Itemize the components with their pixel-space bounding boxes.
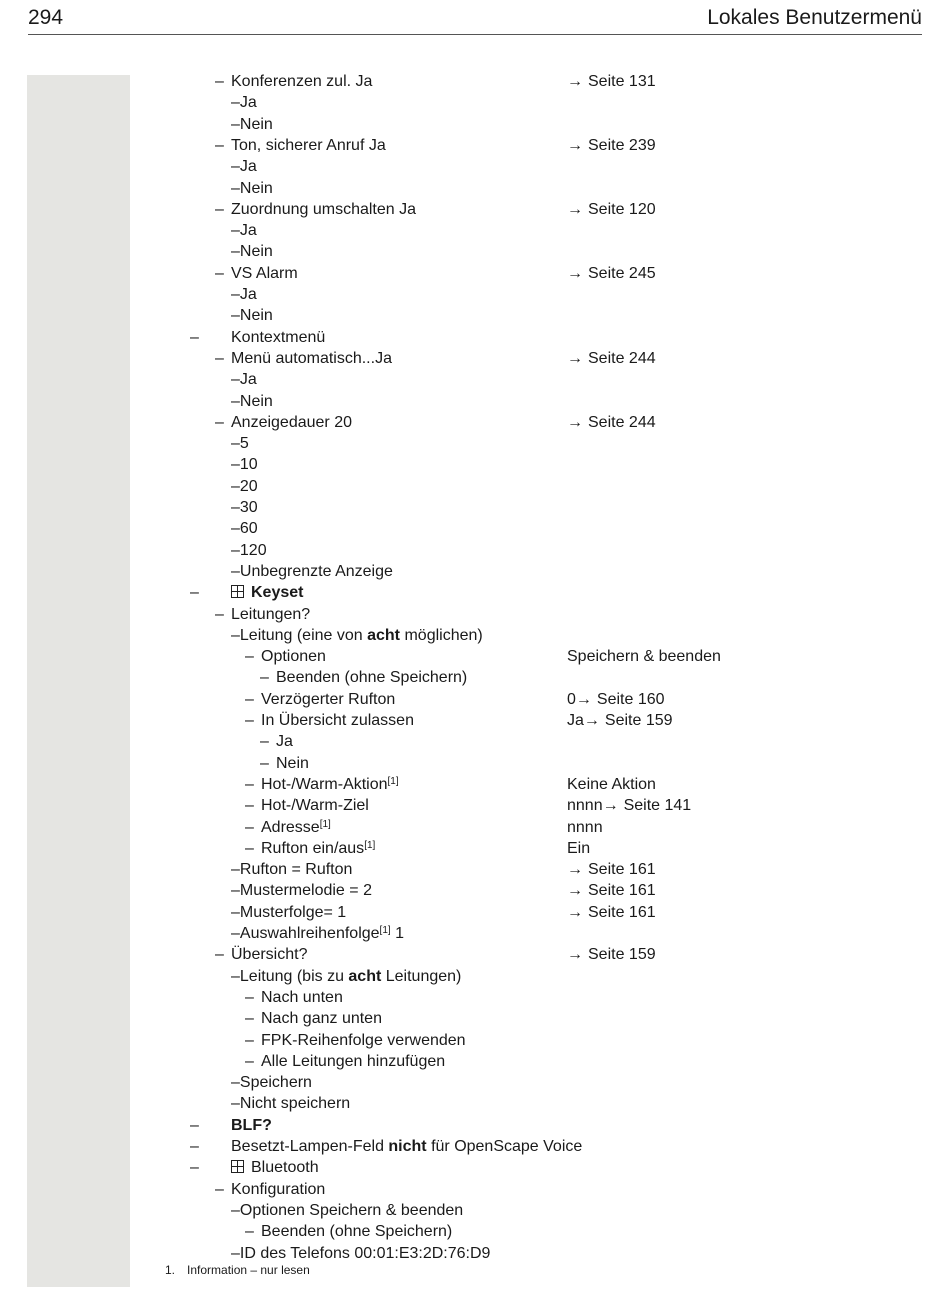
menu-line [0, 178, 950, 199]
menu-item-reference [567, 817, 603, 838]
menu-item-reference [567, 263, 656, 284]
menu-line [0, 667, 950, 688]
menu-item-label [261, 1221, 452, 1242]
menu-item-text: FPK-Reihenfolge verwenden [261, 1031, 466, 1049]
menu-dash: – [260, 754, 269, 772]
menu-item-label [231, 923, 404, 944]
menu-dash: – [215, 605, 224, 623]
reference-text: Seite 131 [588, 73, 656, 90]
arrow-right-icon: → [567, 200, 583, 218]
menu-item-text: –Optionen Speichern & beenden [231, 1201, 464, 1219]
menu-item-text: Menü automatisch...Ja [231, 349, 392, 367]
menu-line [0, 135, 950, 156]
arrow-right-icon: → [567, 861, 583, 879]
reference-text: Seite 244 [588, 349, 656, 367]
menu-line [0, 902, 950, 923]
reference-text: nnnn [567, 818, 603, 836]
menu-item-label [231, 582, 303, 603]
menu-item-label [276, 753, 309, 774]
menu-dash: – [245, 775, 254, 793]
menu-item-text-part: –Leitung (eine von [231, 626, 368, 644]
menu-item-label [231, 454, 258, 475]
menu-item-label [231, 327, 325, 348]
menu-item-label [231, 561, 393, 582]
menu-line [0, 1136, 950, 1157]
menu-item-reference [567, 689, 665, 710]
menu-item-label [261, 795, 369, 816]
menu-dash: – [215, 264, 224, 282]
menu-item-reference [567, 348, 656, 369]
menu-item-label [231, 1157, 319, 1178]
menu-item-label [231, 540, 267, 561]
menu-item-label [231, 199, 416, 220]
menu-item-text: Beenden (ohne Speichern) [261, 1223, 453, 1241]
menu-item-text-part: möglichen) [400, 626, 483, 644]
menu-item-label [231, 604, 310, 625]
menu-line [0, 987, 950, 1008]
menu-item-label [231, 1136, 582, 1157]
menu-line [0, 433, 950, 454]
menu-item-label [231, 1115, 272, 1136]
menu-item-text: Rufton ein/aus [261, 839, 365, 857]
arrow-right-icon: → [567, 264, 583, 282]
menu-item-label [231, 391, 273, 412]
menu-item-text: Zuordnung umschalten Ja [231, 200, 416, 218]
menu-item-reference [567, 944, 656, 965]
menu-item-reference [567, 71, 656, 92]
reference-text: Seite 244 [588, 413, 656, 431]
menu-line [0, 944, 950, 965]
menu-item-label [231, 1179, 325, 1200]
menu-item-label [231, 1200, 463, 1221]
menu-item-label [231, 902, 346, 923]
menu-item-label [231, 859, 352, 880]
menu-item-text: –Nein [231, 115, 273, 133]
menu-line [0, 710, 950, 731]
menu-line [0, 1008, 950, 1029]
reference-text: Seite 159 [604, 712, 673, 729]
menu-item-text: Ton, sicherer Anruf Ja [231, 136, 386, 154]
page-number: 294 [28, 6, 64, 29]
menu-item-label [261, 987, 343, 1008]
footnote-marker: [1] [364, 839, 376, 851]
menu-item-label [231, 1093, 350, 1114]
menu-line [0, 71, 950, 92]
menu-line [0, 518, 950, 539]
section-title: Lokales Benutzermenü [707, 6, 922, 29]
menu-item-label [231, 497, 258, 518]
menu-dash: – [260, 669, 269, 687]
menu-item-text: –Nicht speichern [231, 1095, 351, 1113]
menu-line [0, 1072, 950, 1093]
menu-dash: – [190, 584, 199, 602]
arrow-right-icon: → [567, 349, 583, 367]
plus-box-icon [231, 585, 244, 598]
menu-item-text: Keyset [251, 584, 304, 602]
menu-dash: – [190, 1138, 199, 1155]
reference-text: Seite 245 [588, 264, 656, 282]
menu-item-label [261, 1008, 382, 1029]
menu-item-label [276, 731, 293, 752]
menu-item-label [231, 476, 258, 497]
menu-line [0, 625, 950, 646]
menu-item-text: Leitungen? [231, 605, 311, 623]
menu-dash: – [215, 946, 224, 964]
menu-dash: – [190, 1159, 199, 1177]
menu-dash: – [245, 988, 254, 1006]
arrow-right-icon: → [575, 690, 592, 708]
menu-dash: – [215, 349, 224, 367]
reference-text: Seite 161 [588, 882, 656, 900]
menu-item-text: Beenden (ohne Speichern) [276, 669, 468, 687]
menu-dash: – [245, 1223, 254, 1241]
menu-item-text: –60 [231, 520, 258, 538]
menu-line [0, 540, 950, 561]
menu-item-label [261, 1051, 445, 1072]
menu-item-reference [567, 710, 673, 731]
menu-item-text: –Ja [231, 94, 257, 112]
menu-item-label [231, 92, 257, 113]
footnote-marker: [1] [387, 775, 399, 787]
menu-line [0, 327, 950, 348]
menu-item-label [231, 625, 483, 646]
menu-item-label [231, 135, 386, 156]
menu-line [0, 646, 950, 667]
reference-text: Seite 159 [588, 946, 656, 964]
menu-line [0, 284, 950, 305]
menu-item-text: Bluetooth [251, 1159, 319, 1177]
menu-item-reference [567, 774, 656, 795]
footnote [165, 1263, 310, 1277]
menu-line [0, 391, 950, 412]
menu-item-label [261, 710, 414, 731]
menu-dash: – [215, 413, 224, 431]
menu-item-label [261, 1030, 466, 1051]
menu-item-reference [567, 199, 656, 220]
menu-item-label [231, 263, 298, 284]
menu-item-text-part: acht [367, 626, 401, 644]
menu-dash: – [215, 136, 224, 154]
footnote-label: 1. [165, 1263, 176, 1277]
menu-line [0, 774, 950, 795]
menu-line [0, 561, 950, 582]
reference-text: Keine Aktion [567, 775, 656, 793]
menu-item-text: Verzögerter Rufton [261, 690, 396, 708]
arrow-right-icon: → [567, 946, 583, 964]
menu-line [0, 476, 950, 497]
menu-item-label [231, 71, 372, 92]
arrow-right-icon: → [567, 903, 583, 921]
menu-dash: – [245, 1031, 254, 1049]
menu-line [0, 1115, 950, 1136]
menu-item-text-part: Leitungen) [381, 967, 462, 985]
page-header [28, 6, 922, 35]
menu-item-label [231, 880, 372, 901]
menu-item-text: –Nein [231, 307, 273, 325]
menu-item-text: Ja [276, 733, 293, 751]
menu-dash: – [245, 648, 254, 666]
default-value: nnnn [567, 797, 603, 815]
menu-item-text: Hot-/Warm-Aktion [261, 775, 388, 793]
default-value: 0 [567, 690, 576, 708]
menu-item-reference [567, 795, 691, 816]
menu-line [0, 1200, 950, 1221]
menu-dash: – [245, 797, 254, 815]
menu-item-text: Nach ganz unten [261, 1010, 382, 1028]
menu-item-text: Konfiguration [231, 1180, 326, 1198]
menu-item-label [231, 348, 392, 369]
reference-text: Seite 161 [588, 903, 656, 921]
menu-item-text: –Nein [231, 243, 273, 261]
menu-line [0, 795, 950, 816]
menu-item-text-part: –Leitung (bis zu [231, 967, 349, 985]
menu-line [0, 1030, 950, 1051]
arrow-right-icon: → [567, 882, 583, 900]
menu-item-label [231, 220, 257, 241]
menu-line [0, 731, 950, 752]
menu-line [0, 880, 950, 901]
menu-line [0, 1179, 950, 1200]
menu-item-label [276, 667, 467, 688]
menu-item-text-part: für OpenScape Voice [426, 1138, 583, 1155]
menu-item-label [231, 156, 257, 177]
menu-dash: – [190, 1116, 199, 1134]
reference-text: Ein [567, 839, 591, 857]
menu-line [0, 1221, 950, 1242]
menu-line [0, 1157, 950, 1178]
menu-dash: – [245, 712, 254, 729]
menu-line [0, 263, 950, 284]
menu-item-reference [567, 412, 656, 433]
menu-item-reference [567, 859, 656, 880]
menu-item-label [231, 114, 273, 135]
reference-text: Seite 120 [588, 200, 656, 218]
menu-item-text: Konferenzen zul. Ja [231, 73, 373, 90]
menu-item-label [231, 433, 249, 454]
menu-line [0, 454, 950, 475]
menu-item-label [261, 817, 331, 838]
menu-item-text: –120 [231, 541, 267, 559]
menu-dash: – [215, 73, 224, 90]
menu-item-label [231, 1072, 312, 1093]
menu-item-text: Anzeigedauer 20 [231, 413, 352, 431]
reference-text: Seite 239 [588, 136, 656, 154]
menu-item-label [261, 689, 395, 710]
menu-item-text: –ID des Telefons 00:01:E3:2D:76:D9 [231, 1244, 491, 1262]
menu-item-text: –Mustermelodie = 2 [231, 882, 372, 900]
footnote-text: Information – nur lesen [187, 1263, 310, 1277]
reference-text: Seite 141 [623, 797, 692, 815]
menu-dash: – [245, 690, 254, 708]
menu-item-text: BLF? [231, 1116, 272, 1134]
menu-line [0, 817, 950, 838]
menu-item-text: –Auswahlreihenfolge [231, 925, 380, 942]
reference-text: Speichern & beenden [567, 648, 721, 666]
menu-line [0, 1093, 950, 1114]
menu-line [0, 497, 950, 518]
menu-line [0, 966, 950, 987]
menu-line [0, 1243, 950, 1264]
menu-item-reference [567, 880, 656, 901]
arrow-right-icon: → [567, 413, 583, 431]
menu-dash: – [190, 328, 199, 346]
menu-item-label [231, 369, 257, 390]
menu-item-text: –Ja [231, 371, 257, 389]
footnote-marker: [1] [319, 818, 331, 830]
menu-item-text: Nein [276, 754, 309, 772]
menu-item-text: –Ja [231, 222, 257, 240]
menu-item-text: –Ja [231, 158, 257, 176]
menu-line [0, 859, 950, 880]
menu-item-text: –30 [231, 499, 258, 516]
menu-item-label [231, 966, 461, 987]
menu-line [0, 92, 950, 113]
menu-item-text: –20 [231, 477, 258, 495]
arrow-right-icon: → [567, 73, 583, 90]
menu-item-text: Adresse [261, 818, 320, 836]
menu-line [0, 838, 950, 859]
menu-dash: – [245, 1052, 254, 1070]
menu-line [0, 753, 950, 774]
menu-line [0, 923, 950, 944]
menu-item-label [231, 305, 273, 326]
menu-item-label [231, 518, 258, 539]
menu-item-text: –Rufton = Rufton [231, 861, 353, 879]
menu-item-text: –Unbegrenzte Anzeige [231, 562, 393, 580]
menu-item-label [261, 774, 399, 795]
menu-item-text-part: acht [348, 967, 382, 985]
reference-text: Seite 161 [588, 861, 656, 879]
menu-item-label [231, 412, 352, 433]
menu-item-text: Optionen [261, 648, 326, 666]
menu-line [0, 305, 950, 326]
menu-item-text: Nach unten [261, 988, 343, 1006]
menu-dash: – [245, 1010, 254, 1028]
menu-line [0, 412, 950, 433]
menu-dash: – [245, 818, 254, 836]
menu-item-reference [567, 135, 656, 156]
menu-line [0, 689, 950, 710]
menu-item-text: VS Alarm [231, 264, 298, 282]
menu-item-reference [567, 838, 590, 859]
menu-line [0, 604, 950, 625]
menu-item-text: –Ja [231, 286, 257, 303]
menu-item-text: –Speichern [231, 1074, 312, 1092]
arrow-right-icon: → [583, 712, 600, 729]
menu-dash: – [260, 733, 269, 751]
menu-line [0, 582, 950, 603]
menu-line [0, 220, 950, 241]
menu-item-label [261, 838, 375, 859]
menu-item-text: –Nein [231, 392, 273, 410]
menu-item-label [261, 646, 326, 667]
menu-item-reference [567, 902, 656, 923]
menu-dash: – [215, 200, 224, 218]
menu-item-text: –Nein [231, 179, 273, 197]
arrow-right-icon: → [602, 797, 619, 815]
menu-item-text: Übersicht? [231, 946, 308, 964]
menu-item-text: In Übersicht zulassen [261, 712, 414, 729]
menu-item-text: –10 [231, 456, 258, 474]
default-value: Ja [567, 712, 584, 729]
menu-line [0, 241, 950, 262]
menu-dash: – [215, 1180, 224, 1198]
menu-item-label [231, 1243, 490, 1264]
menu-item-label [231, 178, 273, 199]
menu-line [0, 156, 950, 177]
menu-item-value: 1 [390, 925, 405, 942]
plus-box-icon [231, 1160, 244, 1173]
menu-item-text: Kontextmenü [231, 328, 326, 346]
footnote-marker: [1] [379, 925, 391, 936]
menu-item-reference [567, 646, 721, 667]
menu-line [0, 369, 950, 390]
arrow-right-icon: → [567, 136, 583, 154]
menu-item-text: Alle Leitungen hinzufügen [261, 1052, 446, 1070]
menu-item-text-part: Besetzt-Lampen-Feld [231, 1138, 389, 1155]
reference-text: Seite 160 [596, 690, 665, 708]
menu-item-label [231, 241, 273, 262]
menu-dash: – [245, 839, 254, 857]
menu-line [0, 199, 950, 220]
menu-line [0, 348, 950, 369]
menu-line [0, 1051, 950, 1072]
menu-line [0, 114, 950, 135]
menu-item-text-part: nicht [388, 1138, 427, 1155]
menu-item-text: –Musterfolge= 1 [231, 903, 347, 921]
menu-item-text: Hot-/Warm-Ziel [261, 797, 369, 815]
menu-item-text: –5 [231, 435, 249, 453]
menu-item-label [231, 944, 307, 965]
menu-item-label [231, 284, 257, 305]
